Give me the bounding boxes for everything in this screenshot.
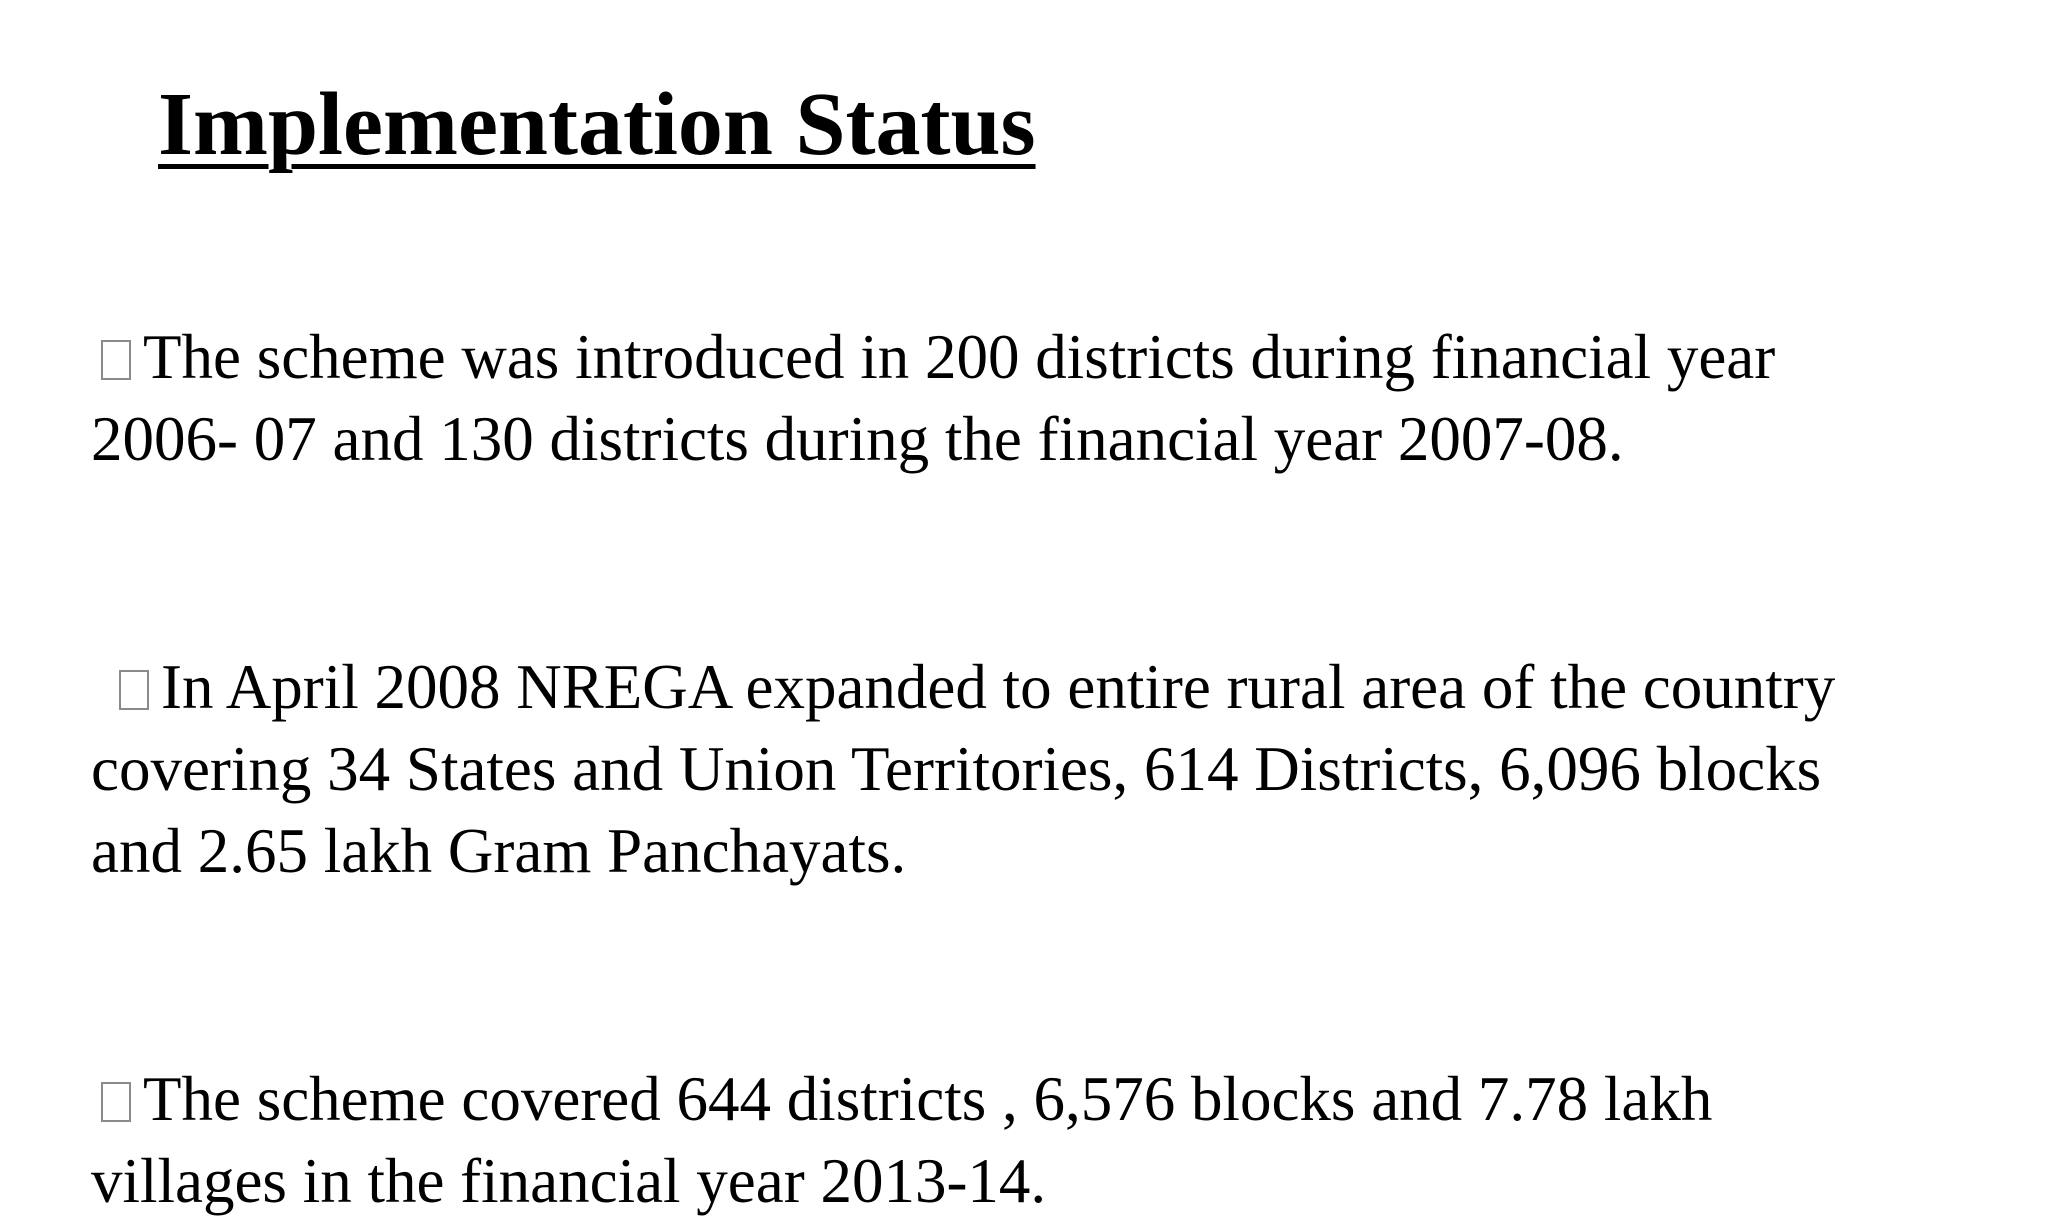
bullet-line: and 2.65 lakh Gram Panchayats.: [91, 816, 907, 886]
bullet-line: [91, 1058, 2021, 1140]
bullet-line: [91, 646, 2021, 728]
missing-glyph-box-icon: [101, 1082, 131, 1122]
bullet-text: The scheme covered 644 districts , 6,576 blocks and 7.78 lakh: [143, 1064, 1713, 1134]
bullet-point-3: [91, 1058, 2021, 1222]
bullet-text: The scheme was introduced in 200 districts during financial year: [143, 322, 1776, 392]
bullet-line: villages in the financial year 2013-14.: [91, 1146, 1047, 1216]
bullet-point-2: [91, 646, 2021, 892]
bullet-line: covering 34 States and Union Territories, 614 Districts, 6,096 blocks: [91, 734, 1822, 804]
missing-glyph-box-icon: [101, 340, 131, 380]
bullet-line: [91, 316, 2021, 398]
bullet-point-1: [91, 316, 2021, 480]
bullet-line: 2006- 07 and 130 districts during the financial year 2007-08.: [91, 404, 1624, 474]
bullet-list: [91, 316, 2021, 1222]
missing-glyph-box-icon: [119, 670, 149, 710]
bullet-text: In April 2008 NREGA expanded to entire rural area of the country: [161, 652, 1836, 722]
slide-title: Implementation Status: [158, 75, 1036, 174]
